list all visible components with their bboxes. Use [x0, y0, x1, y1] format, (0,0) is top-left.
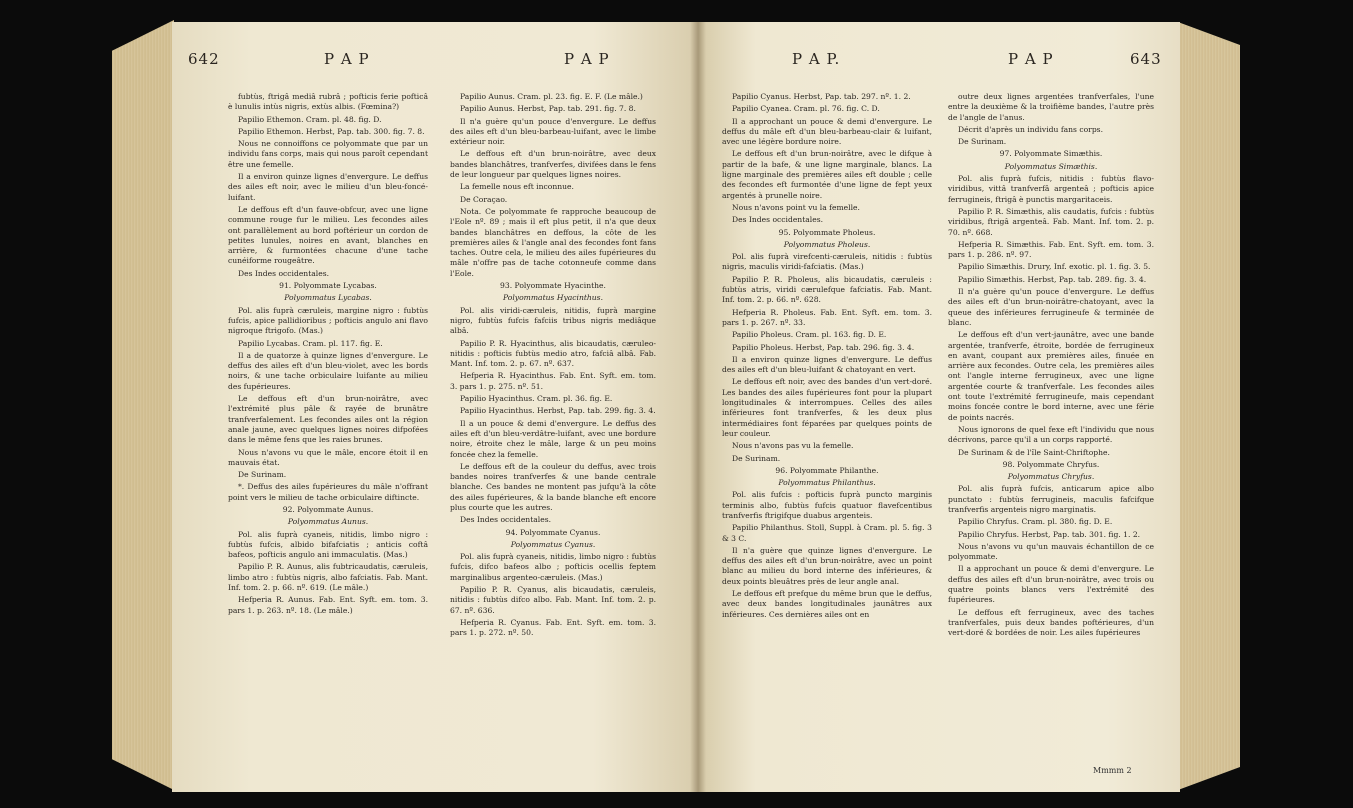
paragraph: Nous ignorons de quel fexe eft l'individu que nous décrivons, parce qu'il a un corps rapporté.: [948, 424, 1154, 445]
paragraph: 91. Polyommate Lycabas.: [279, 281, 377, 291]
paragraph: 92. Polyommate Aunus.: [282, 504, 374, 514]
paragraph: De Coraçao.: [460, 194, 508, 204]
paragraph: De Surinam.: [958, 137, 1007, 147]
left-column-2: [450, 92, 656, 641]
paragraph: Nota. Ce polyommate fe rapproche beaucoup de l'Eole nº. 89 ; mais il eft plus petit, il n'a que deux bandes blanchâtres en deffous, la côte de les premières ailes & l'angle anal des fecondes font fans taches. Outre cela, le milieu des ailes fupérieures du mâle n'offre pas de tache cotonneufe comme dans l'Eole.: [450, 206, 656, 278]
paragraph: Il a approchant un pouce & demi d'envergure. Le deffus des ailes eft d'un brun-noirâtre, avec trois ou quatre points blancs vers l'extrémité des fupérieures.: [948, 564, 1154, 605]
paragraph: Il a environ quinze lignes d'envergure. Le deffus des ailes eft d'un bleu-luifant & chatoyant en vert.: [722, 354, 932, 375]
paragraph: Il n'a guère qu'un pouce d'envergure. Le deffus des ailes eft d'un bleu-barbeau-luifant, avec le limbe extérieur noir.: [450, 116, 656, 147]
paragraph: Il n'a guère que quinze lignes d'envergure. Le deffus des ailes eft d'un brun-noirâtre, avec un point blanc au milieu du bord interne des inférieures, & deux points bleuâtres près de leur angle anal.: [722, 545, 932, 586]
paragraph: Polyommatus Chryfus.: [1007, 472, 1095, 482]
paragraph: Nous n'avons pas vu la femelle.: [732, 441, 854, 451]
paragraph: Des Indes occidentales.: [460, 515, 552, 525]
paragraph: Il n'a guère qu'un pouce d'envergure. Le deffus des ailes eft d'un brun-noirâtre-chatoyant, avec la queue des inférieures ferrugineufe & terminée de blanc.: [948, 287, 1154, 327]
paragraph: Pol. alis fuprà cæruleis, margine nigro : fubtùs fufcis, apice pallidioribus ; pofticis angulo ani flavo nigroque ftrigofo. (Mas.): [228, 305, 428, 336]
paragraph: Polyommatus Philanthus.: [778, 478, 876, 488]
paragraph: Papilio Lycabas. Cram. pl. 117. fig. E.: [238, 338, 383, 348]
paragraph: Papilio Aunus. Cram. pl. 23. fig. E. F. (Le mâle.): [460, 92, 643, 101]
paragraph: Hefperia R. Hyacinthus. Fab. Ent. Syft. em. tom. 3. pars 1. p. 275. nº. 51.: [450, 371, 656, 391]
right-column-2: [948, 92, 1154, 641]
paragraph: Pol. alis viridi-cæruleis, nitidis, fuprà margine nigro, fubtùs fufcis fafciis tribus nigris mediâque albâ.: [450, 305, 656, 336]
paragraph: Papilio Simæthis. Herbst, Pap. tab. 289. fig. 3. 4.: [958, 274, 1147, 284]
paragraph: Pol. alis fuprà fufcis, anticarum apice albo punctato : fubtùs ferrugineis, maculis fafcifque tranfverfis argenteis nigro marginatis.: [948, 484, 1154, 514]
paragraph: Le deffous eft noir, avec des bandes d'un vert-doré. Les bandes des ailes fupérieures font pour la plupart longitudinales & interrompues. Celles des ailes inférieures font tranfverfes, & les deux plus intermédiaires font féparées par quelques points de leur couleur.: [722, 377, 932, 438]
paragraph: Décrit d'après un individu fans corps.: [958, 124, 1103, 134]
paragraph: Le deffous eft prefque du même brun que le deffus, avec deux bandes longitudinales jaunâtres aux inférieures. Ces dernières ailes ont en: [722, 589, 932, 619]
paragraph: Papilio Cyanus. Herbst, Pap. tab. 297. nº. 1. 2.: [732, 92, 911, 101]
paragraph: De Surinam.: [732, 453, 781, 463]
paragraph: Papilio Ethemon. Cram. pl. 48. fig. D.: [238, 114, 382, 124]
left-column-1: [228, 92, 428, 618]
paragraph: Le deffous eft d'un brun-noirâtre, avec le difque à partir de la bafe, & une ligne marginale, blancs. La ligne marginale des premières ailes eft double ; celle des fecondes eft furmontée d'une ligne de fept yeux argentés à prunelle noire.: [722, 149, 932, 200]
paragraph: Il a de quatorze à quinze lignes d'envergure. Le deffus des ailes eft d'un bleu-violet, avec les bords noirs, & une tache orbiculaire luifante au milieu des fupérieures.: [228, 350, 428, 391]
paragraph: Le deffous eft ferrugineux, avec des taches tranfverfales, puis deux bandes poftérieures, d'un vert-doré & bordées de noir. Les ailes fupérieures: [948, 607, 1154, 638]
running-head-right-1: P A P.: [792, 50, 841, 68]
paragraph: Le deffous eft d'un brun-noirâtre, avec l'extrémité plus pâle & rayée de brunâtre tranfverfalement. Les fecondes ailes ont la région anale jaune, avec quelques lignes noires difpofées dans le même fens que les raies brunes.: [228, 394, 428, 445]
paragraph: Pol. alis fuprà virefcenti-cæruleis, nitidis : fubtùs nigris, maculis viridi-fafciatis. (Mas.): [722, 252, 932, 272]
paragraph: Papilio Chryfus. Herbst, Pap. tab. 301. fig. 1. 2.: [958, 529, 1141, 539]
paragraph: Papilio Hyacinthus. Herbst, Pap. tab. 299. fig. 3. 4.: [460, 406, 656, 416]
left-page: [172, 22, 698, 792]
book-gutter: [690, 22, 706, 792]
page-number-left: 642: [188, 50, 220, 68]
paragraph: Le deffous eft de la couleur du deffus, avec trois bandes noires tranfverfes & une bande centrale blanche. Ces bandes ne montent pas jufqu'à la côte des ailes fupérieures, & la bande blanche eft encore plus courte que les autres.: [450, 461, 656, 512]
right-page: [698, 22, 1180, 792]
paragraph: Il a approchant un pouce & demi d'envergure. Le deffus du mâle eft d'un bleu-barbeau-clair & luifant, avec une légère bordure noire.: [722, 116, 932, 147]
page-edges-left: [112, 20, 174, 790]
paragraph: Papilio P. R. Cyanus, alis bicaudatis, cæruleis, nitidis : fubtùs difco albo. Fab. Mant. Inf. tom. 2. p. 67. nº. 636.: [450, 585, 656, 615]
paragraph: Polyommatus Aunus.: [287, 517, 369, 527]
paragraph: *. Deffus des ailes fupérieures du mâle n'offrant point vers le milieu de tache orbiculaire diftincte.: [228, 482, 428, 502]
paragraph: Des Indes occidentales.: [732, 215, 824, 225]
paragraph: Polyommatus Cyanus.: [510, 539, 596, 549]
paragraph: Papilio Ethemon. Herbst, Pap. tab. 300. fig. 7. 8.: [238, 126, 425, 136]
paragraph: De Surinam.: [238, 470, 287, 480]
paragraph: Nous n'avons vu que le mâle, encore étoit il en mauvais état.: [228, 447, 428, 467]
paragraph: Pol. alis fuprà cyaneis, nitidis, limbo nigro : fubtùs fufcis, difco bafeos albo ; pofticis ocellis feptem marginalibus argenteo-cæruleis. (Mas.): [450, 552, 656, 582]
paragraph: Polyommatus Simæthis.: [1004, 161, 1098, 171]
paragraph: Le deffous eft d'un brun-noirâtre, avec deux bandes blanchâtres, tranfverfes, divifées dans le fens de leur longueur par quelques lignes noires.: [450, 149, 656, 180]
paragraph: fubtùs, ftrigâ mediâ rubrâ ; pofticis ferie pofticâ è lunulis intùs nigris, extùs albis. (Fœmina?): [228, 92, 428, 112]
right-column-1: [722, 92, 932, 622]
paragraph: La femelle nous eft inconnue.: [460, 182, 574, 192]
paragraph: Le deffous eft d'un fauve-obfcur, avec une ligne commune rouge fur le milieu. Les fecondes ailes ont parallèlement au bord poftérieur un cordon de petites lunules, noires en avant, blanches en arrière, & furmontées chacune d'une tache cunéiforme rougeâtre.: [228, 204, 428, 266]
paragraph: Papilio Pholeus. Cram. pl. 163. fig. D. E.: [732, 330, 887, 340]
paragraph: 98. Polyommate Chryfus.: [1002, 459, 1100, 469]
paragraph: Papilio Hyacinthus. Cram. pl. 36. fig. E.: [460, 394, 613, 404]
paragraph: Nous n'avons point vu la femelle.: [732, 202, 860, 212]
paragraph: Hefperia R. Cyanus. Fab. Ent. Syft. em. tom. 3. pars 1. p. 272. nº. 50.: [450, 617, 656, 638]
paragraph: Papilio Philanthus. Stoll, Suppl. à Cram. pl. 5. fig. 3 & 3 C.: [722, 523, 932, 543]
page-number-right: 643: [1130, 50, 1162, 68]
paragraph: 97. Polyommate Simæthis.: [999, 149, 1103, 159]
paragraph: Papilio P. R. Aunus, alis fubtricaudatis, cæruleis, limbo atro : fubtùs nigris, albo fafciatis. Fab. Mant. Inf. tom. 2. p. 66. nº. 619. (Le mâle.): [228, 562, 428, 593]
paragraph: Pol. alis fuprà fufcis, nitidis : fubtùs flavo-viridibus, vittâ tranfverfâ argenteâ ; pofticis apice ferrugineis, ftrigâ è punctis margaritaceis.: [948, 174, 1154, 204]
paragraph: Pol. alis fuprà cyaneis, nitidis, limbo nigro : fubtùs fufcis, albido bifafciatis ; anticis coftâ bafeos, pofticis angulo ani immaculatis. (Mas.): [228, 529, 428, 560]
paragraph: Papilio Cyanea. Cram. pl. 76. fig. C. D.: [732, 104, 880, 114]
paragraph: Pol. alis fufcis : pofticis fuprà puncto marginis terminis albo, fubtùs fufcis quatuor flavefcentibus tranfverfis ftrigifque duabus argenteis.: [722, 490, 932, 520]
paragraph: Polyommatus Hyacinthus.: [502, 293, 603, 303]
paragraph: Papilio Pholeus. Herbst, Pap. tab. 296. fig. 3. 4.: [732, 342, 915, 352]
paragraph: Hefperia R. Simæthis. Fab. Ent. Syft. em. tom. 3. pars 1. p. 286. nº. 97.: [948, 239, 1154, 260]
paragraph: 94. Polyommate Cyanus.: [505, 527, 601, 537]
paragraph: Nous ne connoiffons ce polyommate que par un individu fans corps, mais qui nous paroît cependant être une femelle.: [228, 139, 428, 169]
paragraph: Papilio P. R. Hyacinthus, alis bicaudatis, cæruleo-nitidis : pofticis fubtùs medio atro, fafciâ albâ. Fab. Mant. Inf. tom. 2. p. 67. nº. 637.: [450, 338, 656, 369]
paragraph: Polyommatus Lycabas.: [284, 293, 372, 303]
paragraph: De Surinam & de l'île Saint-Chriftophe.: [958, 447, 1110, 457]
paragraph: Polyommatus Pholeus.: [783, 239, 871, 249]
page-edges-right: [1178, 22, 1240, 790]
paragraph: Papilio Aunus. Herbst, Pap. tab. 291. fig. 7. 8.: [460, 104, 636, 114]
catchword: Mmmm 2: [1093, 766, 1132, 775]
paragraph: 96. Polyommate Philanthe.: [775, 465, 879, 475]
paragraph: Papilio Chryfus. Cram. pl. 380. fig. D. E.: [958, 517, 1113, 527]
paragraph: Papilio P. R. Pholeus, alis bicaudatis, cæruleis : fubtùs atris, viridi cærulefque fafciatis. Fab. Mant. Inf. tom. 2. p. 66. nº. 628.: [722, 274, 932, 305]
paragraph: outre deux lignes argentées tranfverfales, l'une entre la deuxième & la troifième bandes, l'autre près de l'angle de l'anus.: [948, 92, 1154, 122]
running-head-right-2: P A P: [1008, 50, 1054, 68]
paragraph: Des Indes occidentales.: [238, 268, 330, 278]
paragraph: 95. Polyommate Pholeus.: [778, 227, 876, 237]
paragraph: 93. Polyommate Hyacinthe.: [500, 281, 606, 291]
paragraph: Hefperia R. Pholeus. Fab. Ent. Syft. em. tom. 3. pars 1. p. 267. nº. 33.: [722, 307, 932, 327]
paragraph: Papilio Simæthis. Drury, Inf. exotic. pl. 1. fig. 3. 5.: [958, 262, 1151, 272]
running-head-left-1: P A P: [324, 50, 370, 68]
paragraph: Papilio P. R. Simæthis, alis caudatis, fufcis : fubtùs viridibus, ftrigâ argenteâ. Fab. Mant. Inf. tom. 2. p. 70. nº. 668.: [948, 206, 1154, 237]
paragraph: Il a environ quinze lignes d'envergure. Le deffus des ailes eft noir, avec le milieu d'un bleu-foncé-luifant.: [228, 172, 428, 202]
running-head-left-2: P A P: [564, 50, 610, 68]
paragraph: Nous n'avons vu qu'un mauvais échantillon de ce polyommate.: [948, 541, 1154, 562]
paragraph: Hefperia R. Aunus. Fab. Ent. Syft. em. tom. 3. pars 1. p. 263. nº. 18. (Le mâle.): [228, 595, 428, 615]
paragraph: Le deffous eft d'un vert-jaunâtre, avec une bande argentée, tranfverfe, étroite, bordée de ferrugineux en avant, coupant aux premières ailes, finuée en arrière aux fecondes. Outre cela, les premières ailes ont l'angle interne ferrugineux, avec une ligne argentée courte & tranfverfale. Les fecondes ailes ont toute l'extrémité ferrugineufe, mais cependant moins foncée contre le bord interne, avec une férie de points nacrés.: [948, 330, 1154, 422]
paragraph: Il a un pouce & demi d'envergure. Le deffus des ailes eft d'un bleu-verdâtre-luifant, avec une bordure noire, étroite chez le mâle, large & un peu moins foncée chez la femelle.: [450, 418, 656, 459]
